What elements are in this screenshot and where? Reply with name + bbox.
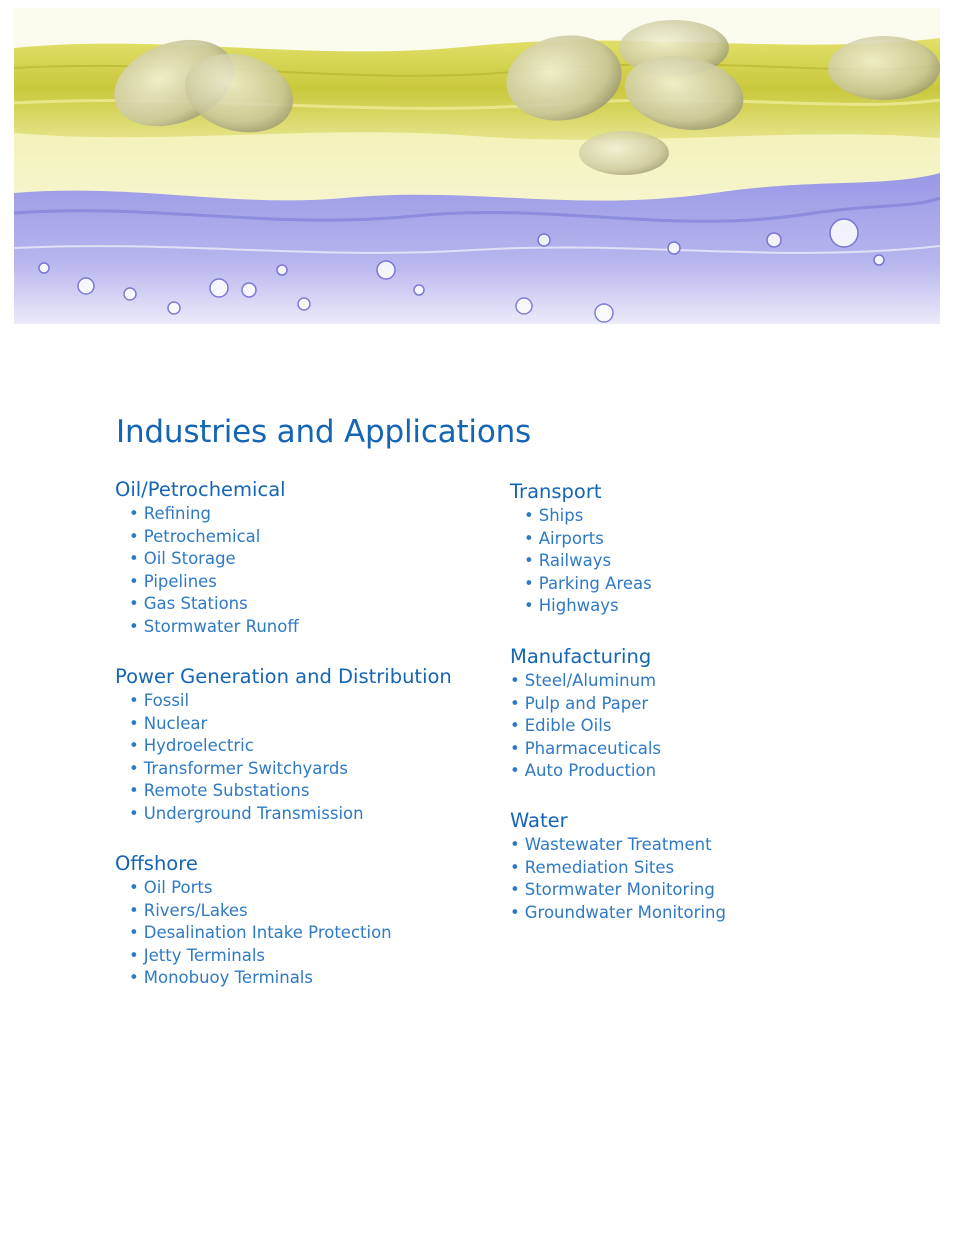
list-item: • Transformer Switchyards — [129, 758, 348, 778]
page-title: Industries and Applications — [116, 414, 531, 450]
list-item: • Pharmaceuticals — [510, 738, 662, 758]
list-item: • Oil Ports — [129, 878, 213, 897]
list-item: • Stormwater Runoff — [129, 616, 299, 636]
list-item: • Desalination Intake Protection — [129, 923, 392, 942]
list-item: • Parking Areas — [524, 573, 652, 593]
section-heading: Oil/Petrochemical — [115, 478, 286, 501]
list-item: • Wastewater Treatment — [510, 835, 712, 854]
section-heading: Offshore — [115, 852, 198, 875]
section-water — [510, 808, 726, 924]
oil-water-banner — [14, 8, 940, 324]
section-power-generation — [115, 664, 452, 825]
list-item: • Ships — [524, 506, 584, 525]
section-heading: Manufacturing — [510, 645, 652, 668]
item-list — [115, 503, 299, 638]
list-item: • Remediation Sites — [510, 857, 675, 877]
list-item: • Monobuoy Terminals — [129, 968, 313, 987]
section-heading: Power Generation and Distribution — [115, 665, 452, 688]
item-list — [115, 877, 392, 990]
list-item: • Airports — [524, 528, 604, 548]
list-item: • Remote Substations — [129, 781, 310, 800]
item-list — [510, 834, 726, 924]
section-oil-petrochemical — [115, 477, 299, 638]
list-item: • Stormwater Monitoring — [510, 880, 715, 899]
list-item: • Rivers/Lakes — [129, 900, 248, 920]
list-item: • Pulp and Paper — [510, 693, 649, 713]
list-item: • Jetty Terminals — [129, 945, 266, 965]
list-item: • Pipelines — [129, 571, 217, 591]
list-item: • Gas Stations — [129, 594, 248, 613]
list-item: • Railways — [524, 551, 612, 570]
list-item: • Hydroelectric — [129, 736, 254, 755]
item-list — [510, 670, 661, 783]
section-heading: Water — [510, 809, 568, 832]
list-item: • Nuclear — [129, 713, 208, 733]
list-item: • Groundwater Monitoring — [510, 902, 726, 922]
list-item: • Petrochemical — [129, 526, 261, 546]
section-transport — [510, 479, 652, 618]
list-item: • Fossil — [129, 691, 190, 710]
list-item: • Highways — [524, 596, 619, 615]
list-item: • Steel/Aluminum — [510, 671, 657, 690]
item-list — [115, 690, 452, 825]
section-offshore — [115, 851, 392, 990]
list-item: • Edible Oils — [510, 716, 612, 735]
list-item: • Refining — [129, 504, 211, 523]
oil-coins-water-banner-image — [14, 8, 940, 324]
list-item: • Oil Storage — [129, 549, 236, 568]
list-item: • Underground Transmission — [129, 803, 364, 823]
section-manufacturing — [510, 644, 661, 783]
section-heading: Transport — [510, 480, 602, 503]
item-list — [510, 505, 652, 618]
list-item: • Auto Production — [510, 761, 657, 780]
